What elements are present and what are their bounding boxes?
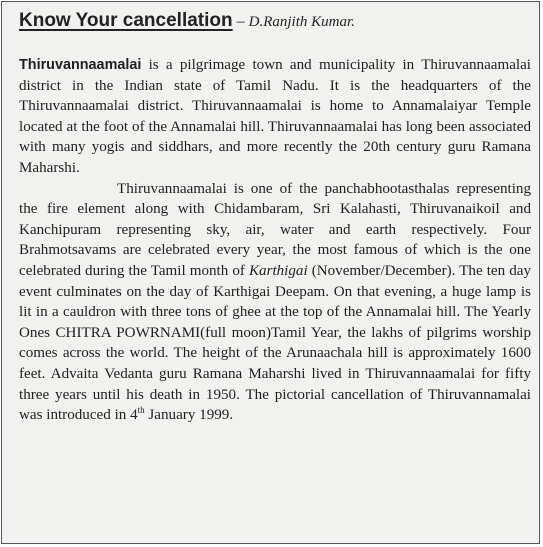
paragraph-2-end: January 1999. (144, 407, 234, 424)
article-title: Know Your cancellation (19, 10, 233, 31)
lead-word: Thiruvannaamalai (19, 57, 142, 73)
month-name: Karthigai (248, 262, 308, 279)
article-body (19, 55, 531, 426)
author-name: D.Ranjith Kumar. (248, 14, 355, 30)
article-heading (19, 10, 355, 32)
paragraph-2-text-b: (November/December). The ten day event culminates on the day of Karthigai Deepam. On that evening, a huge lamp is lit in a cauldron with three tons of ghee at the top of the Annamalai hill. The Yearly Ones CHITRA POWRNAMI(full moon)Tamil Year, the lakhs of pilgrims worship comes across the world. The height of the Arunaachala hill is approximately 1600 feet. Advaita Vedanta guru Ramana Maharshi lived in Thiruvannaamalai for fifty three years until his death in 1950. The pictorial cancellation of Thiruvannamalai was introduced in 4 (19, 262, 531, 424)
ordinal-suffix: th (137, 405, 145, 416)
title-dash: – (236, 13, 245, 30)
paragraph-2 (19, 179, 531, 426)
paragraph-1-text: is a pilgrimage town and municipality in Thiruvannaamalai district in the Indian state of Tamil Nadu. It is the headquarters of the Thiruvannaamalai district. Thiruvannaamalai is home to Annamalaiyar Temple located at the foot of the Annamalai hill. Thiruvannaamalai has long been associated with many yogis and siddhars, and more recently the 20th century guru Ramana Maharshi. (19, 57, 531, 176)
paragraph-2-text-a: Thiruvannaamalai is one of the panchabhootasthalas representing the fire element along with Chidambaram, Sri Kalahasti, Thiruvanaikoil and Kanchipuram representing sky, air, water and earth respectively. Four Brahmotsavams are celebrated every year, the most famous of which is the one celebrated during the Tamil month of (19, 180, 531, 279)
article-frame (1, 1, 540, 544)
paragraph-1 (19, 55, 531, 179)
